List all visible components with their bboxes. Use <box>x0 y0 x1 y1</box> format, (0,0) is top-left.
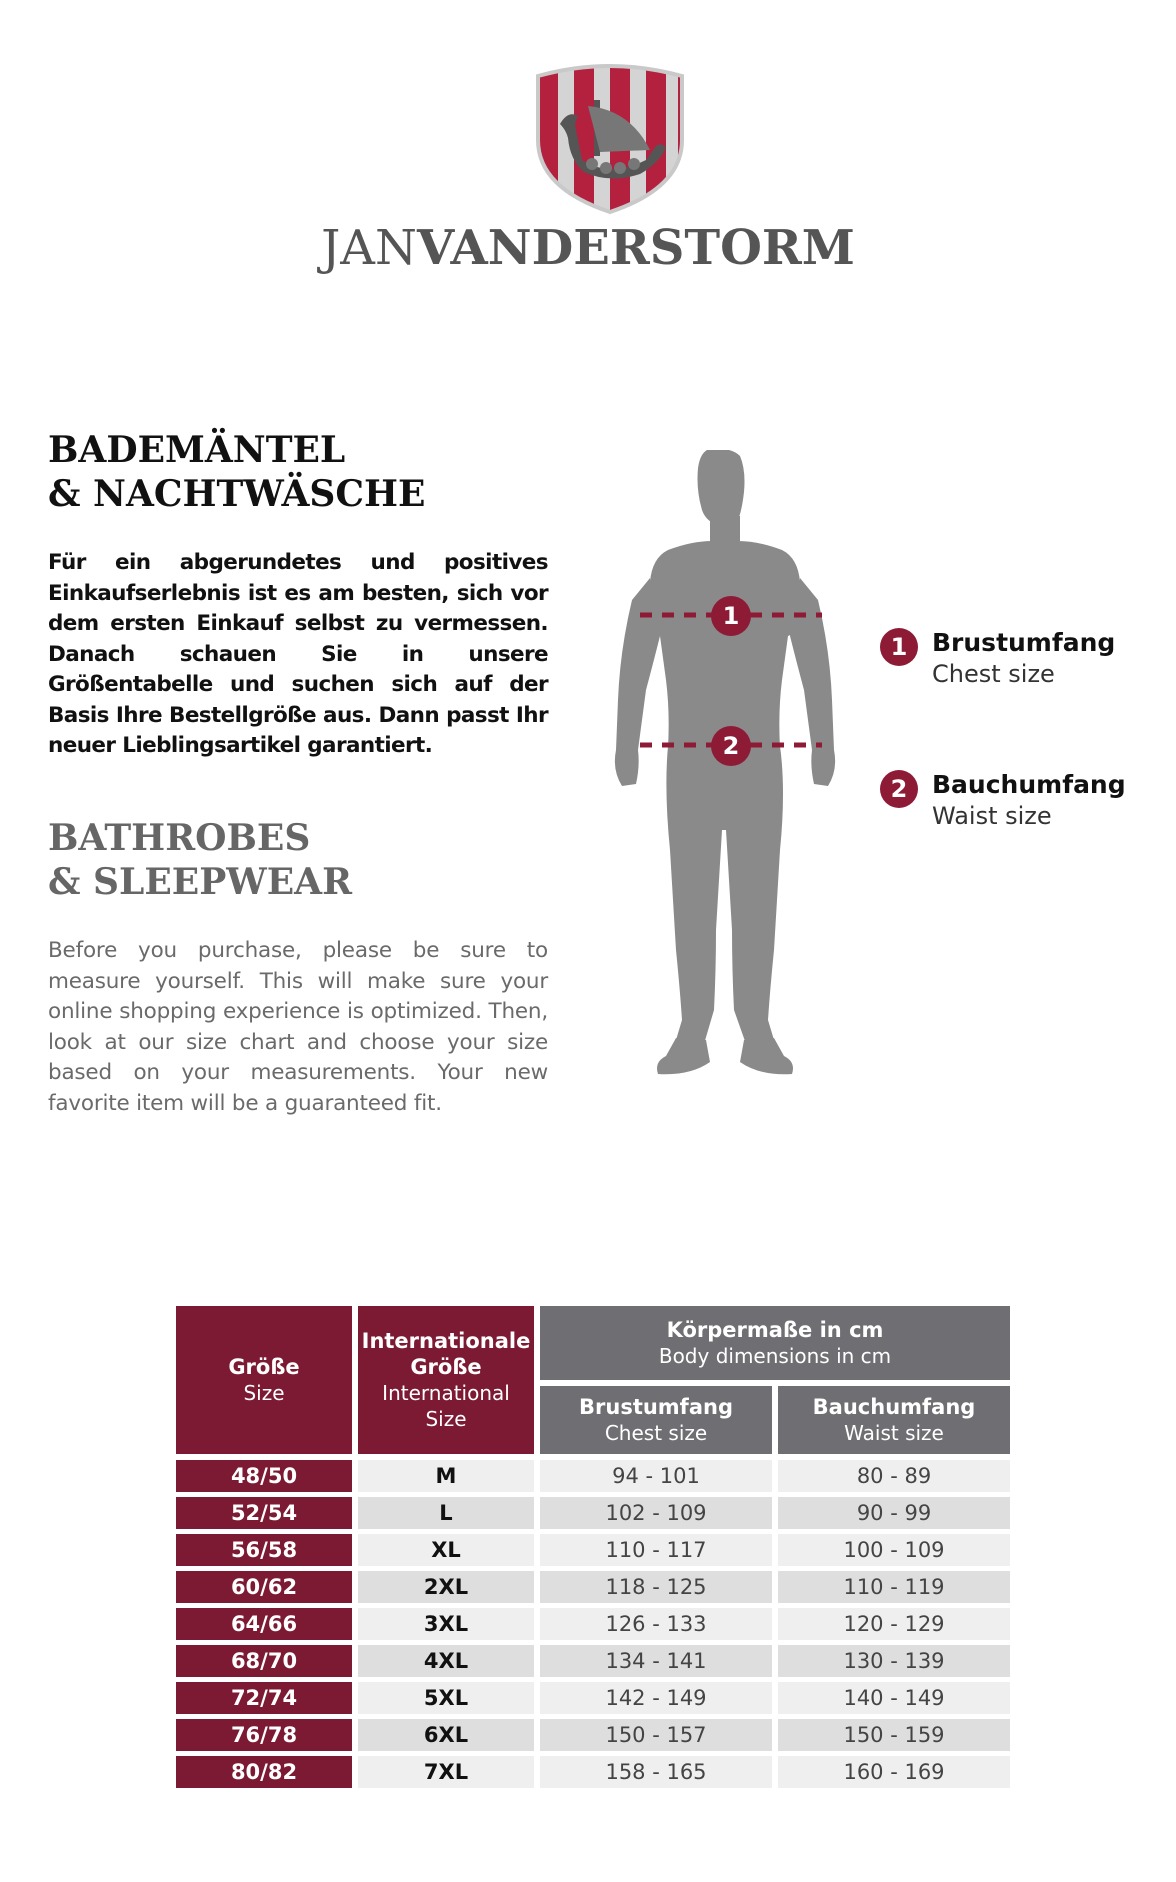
legend-chest-label-en: Chest size <box>932 660 1055 688</box>
cell-intl: L <box>358 1497 534 1529</box>
cell-waist: 90 - 99 <box>778 1497 1010 1529</box>
german-paragraph: Für ein abgerundetes und positives Einkaufserlebnis ist es am besten, sich vor dem ersten Einkauf selbst zu vermessen. Danach schauen Sie in unsere Größentabelle und suchen sich auf der Basis Ihre Bestellgröße aus. Dann passt Ihr neuer Lieblingsartikel garantiert. <box>48 550 548 758</box>
table-row <box>176 1682 1010 1714</box>
legend-waist-label-de: Bauchumfang <box>932 770 1126 799</box>
table-row <box>176 1608 1010 1640</box>
cell-intl: 6XL <box>358 1719 534 1751</box>
table-row <box>176 1460 1010 1492</box>
cell-size: 48/50 <box>176 1460 352 1492</box>
brand-wordmark <box>0 220 1176 276</box>
brand-name-light: JAN <box>321 220 417 276</box>
cell-chest: 158 - 165 <box>540 1756 772 1788</box>
cell-size: 52/54 <box>176 1497 352 1529</box>
body-silhouette-figure <box>610 450 850 1130</box>
table-row <box>176 1534 1010 1566</box>
english-heading <box>48 816 568 904</box>
english-paragraph: Before you purchase, please be sure to measure yourself. This will make sure your online shopping experience is optimized. Then, look at our size chart and choose your size based on your measurements. Your new favorite item will be a guaranteed fit. <box>48 938 548 1116</box>
german-heading-line2: & NACHTWÄSCHE <box>48 473 426 515</box>
cell-size: 60/62 <box>176 1571 352 1603</box>
english-heading-line1: BATHROBES <box>48 817 311 859</box>
table-row <box>176 1719 1010 1751</box>
cell-intl: 7XL <box>358 1756 534 1788</box>
cell-chest: 110 - 117 <box>540 1534 772 1566</box>
chest-marker: 1 <box>711 596 751 636</box>
header-body-en: Body dimensions in cm <box>658 1344 892 1368</box>
header-international <box>358 1306 534 1454</box>
header-size-en: Size <box>243 1381 285 1405</box>
header-size <box>176 1306 352 1454</box>
header-intl-en-1: International <box>382 1381 510 1405</box>
waist-marker: 2 <box>711 726 751 766</box>
cell-chest: 142 - 149 <box>540 1682 772 1714</box>
cell-chest: 118 - 125 <box>540 1571 772 1603</box>
table-row <box>176 1756 1010 1788</box>
cell-waist: 80 - 89 <box>778 1460 1010 1492</box>
english-heading-line2: & SLEEPWEAR <box>48 861 353 903</box>
cell-size: 68/70 <box>176 1645 352 1677</box>
brand-logo <box>530 60 690 215</box>
cell-waist: 160 - 169 <box>778 1756 1010 1788</box>
cell-size: 76/78 <box>176 1719 352 1751</box>
legend-chest-label-de: Brustumfang <box>932 628 1116 657</box>
cell-intl: 5XL <box>358 1682 534 1714</box>
header-intl-de-2: Größe <box>410 1355 482 1379</box>
header-intl-de-1: Internationale <box>361 1329 531 1353</box>
header-chest <box>540 1386 772 1454</box>
brand-name-bold: VANDERSTORM <box>416 220 855 276</box>
header-chest-de: Brustumfang <box>579 1395 733 1419</box>
cell-waist: 120 - 129 <box>778 1608 1010 1640</box>
legend-waist-number: 2 <box>880 770 918 808</box>
table-row <box>176 1497 1010 1529</box>
table-row <box>176 1571 1010 1603</box>
viking-ship-shield-icon <box>530 60 690 215</box>
cell-waist: 140 - 149 <box>778 1682 1010 1714</box>
cell-chest: 150 - 157 <box>540 1719 772 1751</box>
german-heading-line1: BADEMÄNTEL <box>48 429 346 471</box>
cell-chest: 134 - 141 <box>540 1645 772 1677</box>
cell-chest: 94 - 101 <box>540 1460 772 1492</box>
header-size-de: Größe <box>228 1355 300 1379</box>
cell-waist: 110 - 119 <box>778 1571 1010 1603</box>
header-waist <box>778 1386 1010 1454</box>
table-row <box>176 1645 1010 1677</box>
header-waist-en: Waist size <box>844 1421 944 1445</box>
cell-size: 72/74 <box>176 1682 352 1714</box>
man-silhouette-icon <box>610 450 850 1130</box>
cell-chest: 126 - 133 <box>540 1608 772 1640</box>
header-body-de: Körpermaße in cm <box>666 1318 884 1342</box>
cell-intl: XL <box>358 1534 534 1566</box>
cell-waist: 100 - 109 <box>778 1534 1010 1566</box>
cell-waist: 130 - 139 <box>778 1645 1010 1677</box>
cell-intl: 4XL <box>358 1645 534 1677</box>
cell-size: 80/82 <box>176 1756 352 1788</box>
cell-size: 56/58 <box>176 1534 352 1566</box>
header-waist-de: Bauchumfang <box>812 1395 976 1419</box>
cell-waist: 150 - 159 <box>778 1719 1010 1751</box>
header-body-dimensions <box>540 1306 1010 1380</box>
legend-chest-number: 1 <box>880 628 918 666</box>
german-heading <box>48 428 568 516</box>
cell-intl: 3XL <box>358 1608 534 1640</box>
cell-size: 64/66 <box>176 1608 352 1640</box>
header-intl-en-2: Size <box>425 1407 467 1431</box>
cell-intl: 2XL <box>358 1571 534 1603</box>
legend-waist-label-en: Waist size <box>932 802 1052 830</box>
cell-intl: M <box>358 1460 534 1492</box>
header-chest-en: Chest size <box>604 1421 708 1445</box>
cell-chest: 102 - 109 <box>540 1497 772 1529</box>
